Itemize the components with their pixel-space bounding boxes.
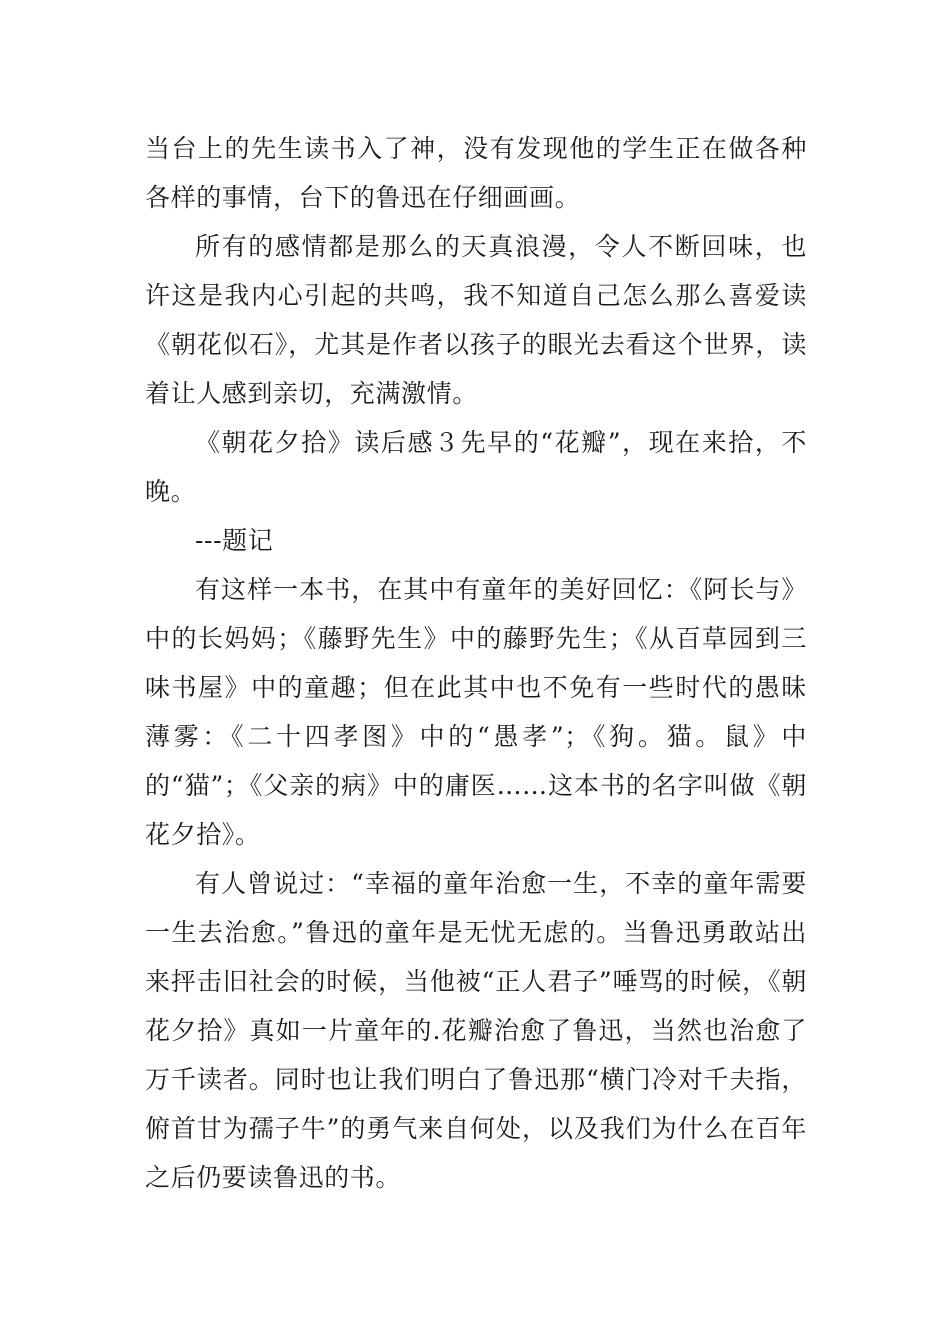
paragraph-title-line: 《朝花夕拾》读后感３先早的“花瓣”，现在来拾，不晚。 — [145, 428, 807, 506]
paragraph: 所有的感情都是那么的天真浪漫，令人不断回味，也许这是我内心引起的共鸣，我不知道自己怎么那么喜爱读《朝花似石》，尤其是作者以孩子的眼光去看这个世界，读着让人感到亲切，充满激情。 — [145, 232, 807, 408]
paragraph-continuation: 当台上的先生读书入了神，没有发现他的学生正在做各种各样的事情，台下的鲁迅在仔细画画。 — [145, 134, 807, 212]
paragraph: 有人曾说过：“幸福的童年治愈一生，不幸的童年需要一生去治愈。”鲁迅的童年是无忧无虑的。当鲁迅勇敢站出来抨击旧社会的时候，当他被“正人君子”唾骂的时候，《朝花夕拾》真如一片童年的.花瓣治愈了鲁迅，当然也治愈了万千读者。同时也让我们明白了鲁迅那“横门冷对千夫指，俯首甘为孺子牛”的勇气来自何处，以及我们为什么在百年之后仍要读鲁迅的书。 — [145, 869, 807, 1192]
document-body — [145, 124, 807, 1202]
paragraph: 有这样一本书，在其中有童年的美好回忆：《阿长与》中的长妈妈；《藤野先生》中的藤野先生；《从百草园到三味书屋》中的童趣；但在此其中也不免有一些时代的愚昧薄雾：《二十四孝图》中的“愚孝”；《狗。猫。鼠》中的“猫”；《父亲的病》中的庸医……这本书的名字叫做《朝花夕拾》。 — [145, 575, 807, 849]
paragraph-epigraph: ---题记 — [195, 526, 274, 555]
